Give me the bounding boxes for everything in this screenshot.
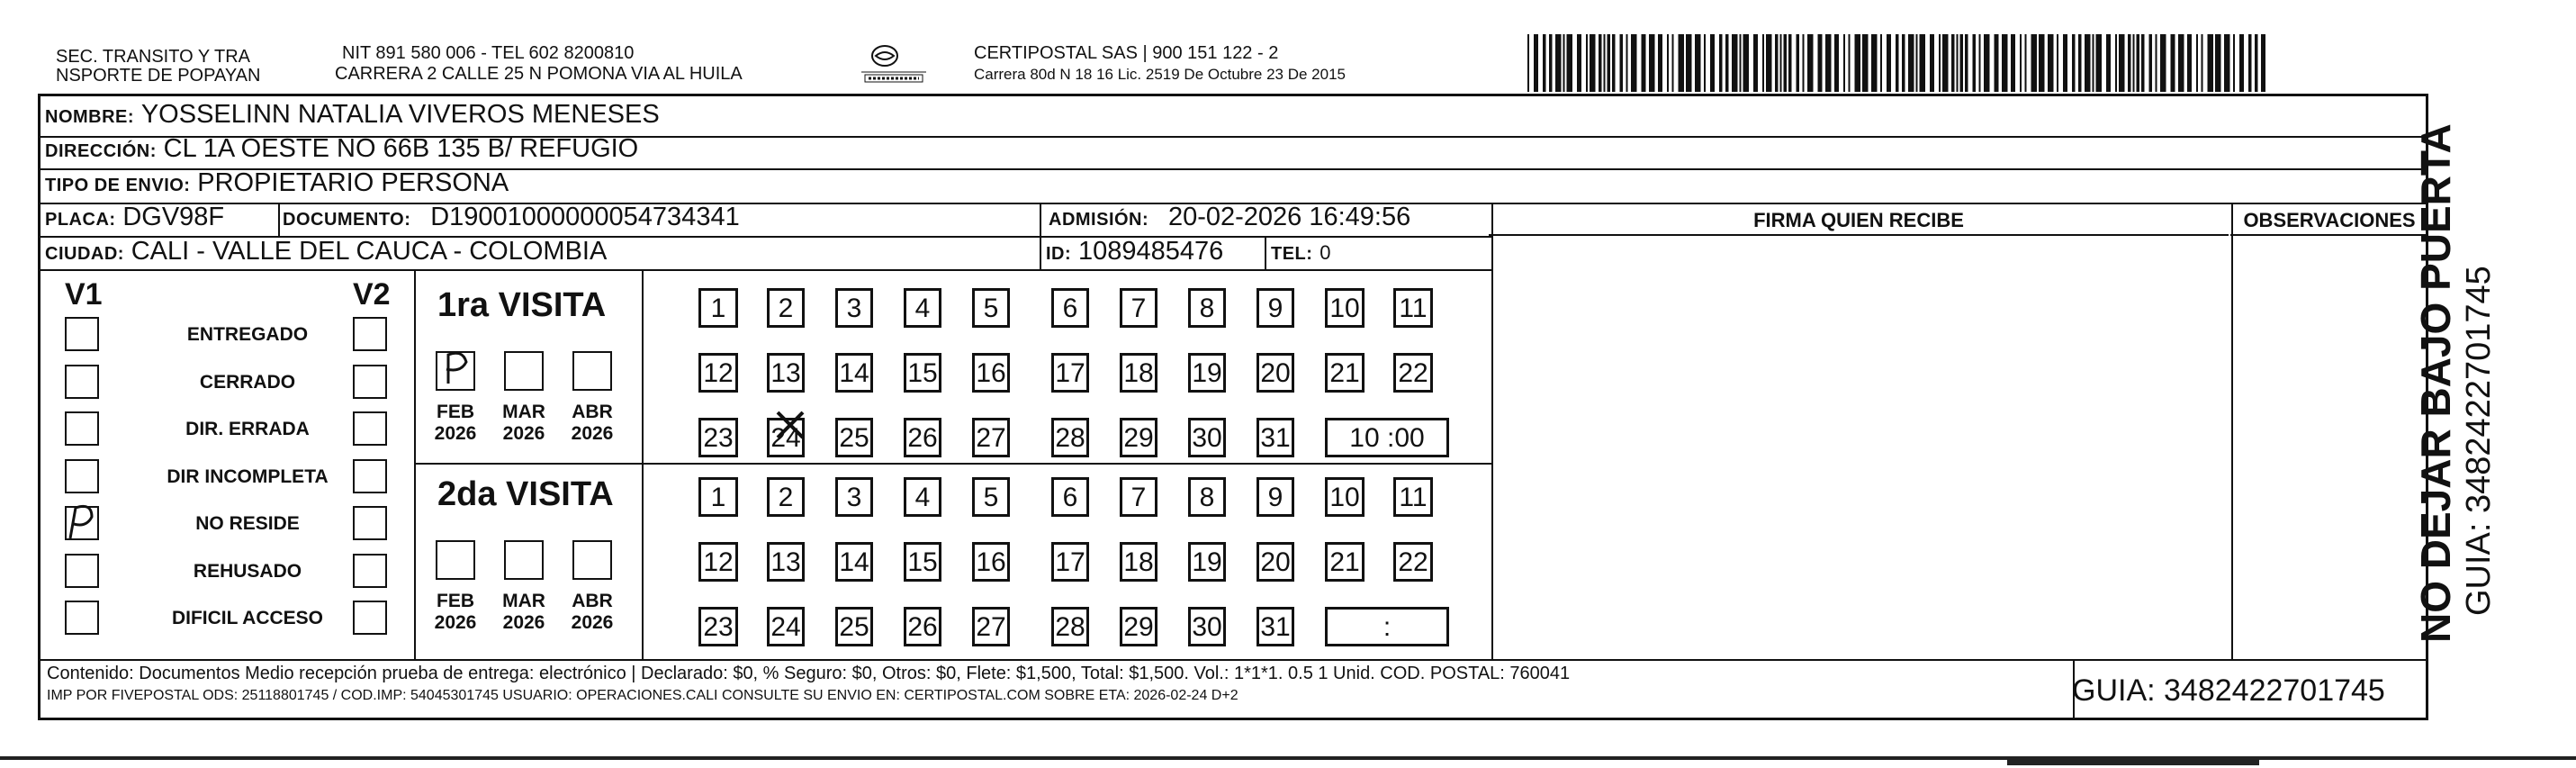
visita2-month-checkbox[interactable]: [572, 540, 612, 580]
barcode-bar: [1775, 34, 1779, 92]
visita1-day-box[interactable]: 14: [835, 353, 873, 393]
barcode-bar: [1960, 34, 1964, 92]
placa-label: PLACA:: [45, 210, 116, 230]
v2-checkbox[interactable]: [353, 554, 387, 588]
barcode-bar: [1590, 34, 1596, 92]
ciudad-label: CIUDAD:: [45, 244, 124, 264]
visita1-day-box[interactable]: 5: [972, 288, 1010, 328]
barcode-bar: [1780, 34, 1782, 92]
barcode-bar: [1920, 34, 1926, 92]
barcode-bar: [1896, 34, 1899, 92]
v1-checkbox[interactable]: [65, 554, 99, 588]
nombre-label: NOMBRE:: [45, 107, 135, 127]
barcode-bar: [2255, 34, 2258, 92]
barcode-bar: [1658, 34, 1662, 92]
nombre-field: [45, 99, 660, 132]
visita1-day-box[interactable]: 12: [698, 353, 738, 393]
carrier-name: CERTIPOSTAL SAS | 900 151 122 - 2: [974, 43, 1279, 63]
visita1-time-box[interactable]: 10 :00: [1325, 418, 1449, 457]
barcode-bar: [2187, 34, 2192, 92]
visita2-month-checkbox[interactable]: [436, 540, 475, 580]
v1-label: V1: [65, 277, 103, 312]
barcode-bar: [1834, 34, 1839, 92]
documento-label: DOCUMENTO:: [283, 210, 411, 230]
visita2-day-box[interactable]: 23: [698, 607, 738, 646]
barcode-bar: [1965, 34, 1968, 92]
month-year: 2026: [434, 612, 477, 633]
barcode-bar: [2011, 34, 2015, 92]
visita1-day-box[interactable]: 20: [1256, 353, 1294, 393]
tel-value: 0: [1320, 241, 1331, 264]
barcode-bar: [1612, 34, 1616, 92]
visita2-day-box[interactable]: 10: [1325, 477, 1365, 517]
barcode-bar: [1563, 34, 1565, 92]
v1-checkbox[interactable]: [65, 601, 99, 635]
barcode-bar: [1973, 34, 1977, 92]
visita2-time-box[interactable]: :: [1325, 607, 1449, 646]
barcode-bar: [1719, 34, 1723, 92]
sender-nit: NIT 891 580 006 - TEL 602 8200810: [342, 43, 635, 63]
barcode-bar: [2020, 34, 2022, 92]
documento-field: [283, 202, 740, 235]
barcode-bar: [2119, 34, 2125, 92]
barcode-bar: [2133, 34, 2135, 92]
visita2-day-box[interactable]: 2: [767, 477, 805, 517]
documento-value: D19001000000054734341: [430, 203, 740, 231]
visita2-month-checkbox[interactable]: [504, 540, 544, 580]
visita2-day-box[interactable]: 17: [1051, 542, 1089, 582]
barcode-bar: [1549, 34, 1553, 92]
handwritten-x-24: [772, 407, 808, 443]
barcode-bar: [1753, 34, 1758, 92]
barcode-bar: [1704, 34, 1706, 92]
observaciones-header: OBSERVACIONES: [2243, 209, 2416, 231]
placa-value: DGV98F: [122, 203, 225, 231]
v2-checkbox[interactable]: [353, 459, 387, 493]
barcode-bar: [1862, 34, 1869, 92]
month-year: 2026: [502, 423, 545, 444]
month-year: 2026: [571, 612, 614, 633]
visita1-month-label: [565, 402, 619, 445]
visita1-day-box[interactable]: 22: [1393, 353, 1433, 393]
visita1-month-checkbox[interactable]: [572, 351, 612, 391]
visita1-day-box[interactable]: 24: [767, 418, 805, 457]
barcode-bar: [1995, 34, 1999, 92]
barcode-bar: [1631, 34, 1637, 92]
barcode-bar: [2106, 34, 2111, 92]
visita1-day-box[interactable]: 7: [1120, 288, 1157, 328]
visita1-title: 1ra VISITA: [437, 286, 607, 324]
visita2-day-box[interactable]: 8: [1188, 477, 1226, 517]
barcode-bar: [1649, 34, 1655, 92]
barcode-bar: [2202, 34, 2203, 92]
visita1-month-checkbox[interactable]: [504, 351, 544, 391]
sender-address: CARRERA 2 CALLE 25 N POMONA VIA AL HUILA: [335, 64, 743, 84]
barcode-bar: [2057, 34, 2058, 92]
visita1-day-box[interactable]: 23: [698, 418, 738, 457]
barcode-bar: [1599, 34, 1602, 92]
status-label: DIFICIL ACCESO: [171, 608, 323, 628]
barcode-bar: [1951, 34, 1955, 92]
direccion-field: [45, 133, 638, 167]
barcode-bar: [1843, 34, 1845, 92]
visita1-day-box[interactable]: 16: [972, 353, 1010, 393]
month-name: ABR: [572, 402, 613, 422]
visita1-day-box[interactable]: 28: [1051, 418, 1089, 457]
barcode-bar: [1762, 34, 1764, 92]
barcode-bar: [2031, 34, 2038, 92]
visita2-day-box[interactable]: 30: [1188, 607, 1226, 646]
visita2-day-box[interactable]: 3: [835, 477, 873, 517]
barcode-bar: [1725, 34, 1729, 92]
status-label: DIR. ERRADA: [185, 419, 310, 439]
barcode-bar: [1930, 34, 1934, 92]
handwritten-mark-no-reside: [65, 499, 110, 544]
visita1-day-box[interactable]: 26: [904, 418, 941, 457]
visita1-month-label: [497, 402, 551, 445]
v2-label: V2: [353, 277, 391, 312]
barcode-bar: [1686, 34, 1692, 92]
v1-checkbox[interactable]: [65, 365, 99, 399]
barcode-bar: [2178, 34, 2184, 92]
visita2-day-box[interactable]: 9: [1256, 477, 1294, 517]
barcode-bar: [2156, 34, 2157, 92]
visita1-day-box[interactable]: 18: [1120, 353, 1157, 393]
placa-field: [45, 202, 224, 235]
barcode-bar: [1902, 34, 1905, 92]
month-name: FEB: [437, 402, 474, 422]
barcode-bar: [2048, 34, 2054, 92]
barcode-bar: [1620, 34, 1624, 92]
visita2-day-box[interactable]: 24: [767, 607, 805, 646]
visita2-day-box[interactable]: 7: [1120, 477, 1157, 517]
visita1-day-box[interactable]: 6: [1051, 288, 1089, 328]
barcode-bar: [2085, 34, 2091, 92]
month-name: MAR: [502, 402, 545, 422]
barcode-bar: [1667, 34, 1669, 92]
sender-name-line2: NSPORTE DE POPAYAN: [56, 66, 261, 86]
barcode-bar: [1604, 34, 1606, 92]
barcode-bar: [1939, 34, 1941, 92]
visita2-day-box[interactable]: 19: [1188, 542, 1226, 582]
visita2-day-box[interactable]: 28: [1051, 607, 1089, 646]
admision-field: [1049, 202, 1410, 235]
visita1-day-box[interactable]: 29: [1120, 418, 1157, 457]
barcode-bar: [1766, 34, 1772, 92]
visita1-day-box[interactable]: 10: [1325, 288, 1365, 328]
visita2-month-label: [565, 591, 619, 634]
barcode-bar: [2093, 34, 2094, 92]
barcode-bar: [2141, 34, 2145, 92]
barcode-bar: [1626, 34, 1628, 92]
barcode-bar: [2078, 34, 2082, 92]
sender-name-line1: SEC. TRANSITO Y TRA: [56, 47, 250, 67]
barcode-bar: [2248, 34, 2252, 92]
barcode-bar: [2196, 34, 2198, 92]
barcode-bar: [1608, 34, 1611, 92]
visita2-day-box[interactable]: 27: [972, 607, 1010, 646]
status-label: ENTREGADO: [186, 324, 309, 345]
tipo-envio-label: TIPO DE ENVIO:: [45, 176, 191, 195]
barcode-bar: [1784, 34, 1788, 92]
status-label: REHUSADO: [193, 560, 302, 582]
visita2-day-box[interactable]: 1: [698, 477, 738, 517]
v2-checkbox[interactable]: [353, 506, 387, 540]
direccion-label: DIRECCIÓN:: [45, 141, 157, 161]
visita2-day-box[interactable]: 4: [904, 477, 941, 517]
direccion-value: CL 1A OESTE NO 66B 135 B/ REFUGIO: [163, 134, 639, 163]
month-year: 2026: [571, 423, 614, 444]
month-name: MAR: [502, 591, 545, 611]
visita1-day-box[interactable]: 1: [698, 288, 738, 328]
barcode-bar: [1577, 34, 1581, 92]
barcode-bar: [1942, 34, 1949, 92]
carrier-license: Carrera 80d N 18 16 Lic. 2519 De Octubre 23 De 2015: [974, 66, 1346, 83]
month-year: 2026: [434, 423, 477, 444]
barcode-bar: [2002, 34, 2008, 92]
barcode-bar: [2239, 34, 2244, 92]
barcode-bar: [1586, 34, 1588, 92]
barcode-bar: [2115, 34, 2117, 92]
footer-guia: GUIA: 3482422701745: [2072, 673, 2385, 708]
admision-value: 20-02-2026 16:49:56: [1167, 203, 1411, 231]
no-dejar-bajo-puerta: NO DEJAR BAJO PUERTA: [2412, 123, 2459, 643]
barcode-bar: [1797, 34, 1800, 92]
side-guia: GUIA: 3482422701745: [2460, 266, 2498, 616]
barcode-bar: [1818, 34, 1823, 92]
barcode-bar: [1740, 34, 1742, 92]
barcode-bar: [2149, 34, 2153, 92]
v1-checkbox[interactable]: [65, 411, 99, 446]
barcode-bar: [1679, 34, 1685, 92]
visita2-day-box[interactable]: 6: [1051, 477, 1089, 517]
visita2-day-box[interactable]: 21: [1325, 542, 1365, 582]
firma-quien-recibe-header: FIRMA QUIEN RECIBE: [1753, 209, 1964, 231]
visita1-day-box[interactable]: 30: [1188, 418, 1226, 457]
contenido-line: Contenido: Documentos Medio recepción prueba de entrega: electrónico | Declarado: $0, % Seguro: $0, Otros: $0, Flete: $1,500, Total: $1,500. Vol.: 1*1*1. 0.5 1 Unid. COD. POSTAL: 760041: [47, 664, 1571, 683]
visita1-day-box[interactable]: 3: [835, 288, 873, 328]
side-warning: [2412, 123, 2520, 643]
barcode-bar: [1803, 34, 1805, 92]
status-label: DIR INCOMPLETA: [167, 465, 329, 487]
barcode-bar: [2128, 34, 2131, 92]
visita2-day-box[interactable]: 25: [835, 607, 873, 646]
barcode-bar: [2039, 34, 2045, 92]
barcode-bar: [1825, 34, 1832, 92]
barcode-bar: [2025, 34, 2027, 92]
barcode-bar: [1871, 34, 1878, 92]
visita2-day-box[interactable]: 15: [904, 542, 941, 582]
nombre-value: YOSSELINN NATALIA VIVEROS MENESES: [140, 100, 660, 129]
admision-label: ADMISIÓN:: [1049, 210, 1149, 230]
barcode-bar: [2171, 34, 2175, 92]
v2-checkbox[interactable]: [353, 411, 387, 446]
barcode-bar: [1984, 34, 1990, 92]
barcode-bar: [1743, 34, 1750, 92]
barcode-bar: [2072, 34, 2076, 92]
barcode-bar: [1880, 34, 1882, 92]
ciudad-value: CALI - VALLE DEL CAUCA - COLOMBIA: [131, 237, 608, 266]
month-year: 2026: [502, 612, 545, 633]
visita2-day-box[interactable]: 12: [698, 542, 738, 582]
tel-label: TEL:: [1271, 244, 1313, 264]
visita1-day-box[interactable]: 25: [835, 418, 873, 457]
visita2-day-box[interactable]: 22: [1393, 542, 1433, 582]
visita2-day-box[interactable]: 5: [972, 477, 1010, 517]
barcode-bar: [2208, 34, 2214, 92]
barcode-bar: [1567, 34, 1573, 92]
visita1-month-label: [428, 402, 482, 445]
barcode-bar: [1807, 34, 1814, 92]
barcode-bar: [1788, 34, 1792, 92]
barcode-bar: [1527, 34, 1529, 92]
tel-field: [1271, 236, 1330, 269]
visita1-day-box[interactable]: 21: [1325, 353, 1365, 393]
visita2-day-box[interactable]: 14: [835, 542, 873, 582]
barcode-bar: [1710, 34, 1715, 92]
visita1-day-box[interactable]: 19: [1188, 353, 1226, 393]
barcode-bar: [2261, 34, 2265, 92]
visita2-day-box[interactable]: 20: [1256, 542, 1294, 582]
tipo-envio-field: [45, 167, 509, 201]
visita1-day-box[interactable]: 15: [904, 353, 941, 393]
visita2-day-box[interactable]: 18: [1120, 542, 1157, 582]
barcode-bar: [1642, 34, 1646, 92]
barcode-bar: [1732, 34, 1738, 92]
visita2-month-label: [497, 591, 551, 634]
status-label: CERRADO: [199, 371, 296, 393]
v1-checkbox[interactable]: [65, 317, 99, 351]
visita1-day-box[interactable]: 9: [1256, 288, 1294, 328]
barcode-bar: [1672, 34, 1674, 92]
barcode-bar: [1695, 34, 1701, 92]
ciudad-field: [45, 236, 607, 269]
visita1-day-box[interactable]: 17: [1051, 353, 1089, 393]
v1-checkbox[interactable]: [65, 459, 99, 493]
status-label: NO RESIDE: [195, 513, 300, 534]
visita1-day-box[interactable]: 27: [972, 418, 1010, 457]
visita2-title: 2da VISITA: [437, 475, 614, 513]
barcode-bar: [1908, 34, 1914, 92]
barcode-bar: [1855, 34, 1861, 92]
barcode: [1527, 34, 2265, 92]
visita1-day-box[interactable]: 13: [767, 353, 805, 393]
tipo-envio-value: PROPIETARIO PERSONA: [197, 168, 509, 197]
barcode-bar: [1555, 34, 1562, 92]
handwritten-check-feb: [436, 348, 481, 393]
visita2-day-box[interactable]: 26: [904, 607, 941, 646]
v2-checkbox[interactable]: [353, 601, 387, 635]
barcode-bar: [2233, 34, 2235, 92]
barcode-bar: [1957, 34, 1959, 92]
imp-line: IMP POR FIVEPOSTAL ODS: 25118801745 / COD.IMP: 54045301745 USUARIO: OPERACIONES.CALI CONSULTE SU ENVIO EN: CERTIPOSTAL.COM SOBRE ETA: 2026-02-24 D+2: [47, 688, 1238, 703]
month-name: FEB: [437, 591, 474, 611]
month-name: ABR: [572, 591, 613, 611]
barcode-bar: [1534, 34, 1538, 92]
barcode-bar: [2137, 34, 2140, 92]
visita1-day-box[interactable]: 2: [767, 288, 805, 328]
barcode-bar: [1543, 34, 1546, 92]
barcode-bar: [1979, 34, 1981, 92]
id-field: [1046, 236, 1223, 269]
v2-checkbox[interactable]: [353, 365, 387, 399]
barcode-bar: [2160, 34, 2166, 92]
barcode-bar: [2215, 34, 2221, 92]
visita1-day-box[interactable]: 8: [1188, 288, 1226, 328]
barcode-bar: [1849, 34, 1851, 92]
barcode-bar: [1916, 34, 1918, 92]
visita1-day-box[interactable]: 4: [904, 288, 941, 328]
visita2-month-label: [428, 591, 482, 634]
visita1-day-box[interactable]: 31: [1256, 418, 1294, 457]
v2-checkbox[interactable]: [353, 317, 387, 351]
visita2-day-box[interactable]: 31: [1256, 607, 1294, 646]
barcode-bar: [2063, 34, 2067, 92]
barcode-bar: [1887, 34, 1891, 92]
barcode-bar: [2096, 34, 2103, 92]
id-label: ID:: [1046, 244, 1072, 264]
visita2-day-box[interactable]: 29: [1120, 607, 1157, 646]
visita1-day-box[interactable]: 11: [1393, 288, 1433, 328]
visita2-day-box[interactable]: 11: [1393, 477, 1433, 517]
visita2-day-box[interactable]: 16: [972, 542, 1010, 582]
visita2-day-box[interactable]: 13: [767, 542, 805, 582]
barcode-bar: [2224, 34, 2230, 92]
id-value: 1089485476: [1077, 237, 1224, 266]
certipostal-logo: [860, 36, 932, 90]
